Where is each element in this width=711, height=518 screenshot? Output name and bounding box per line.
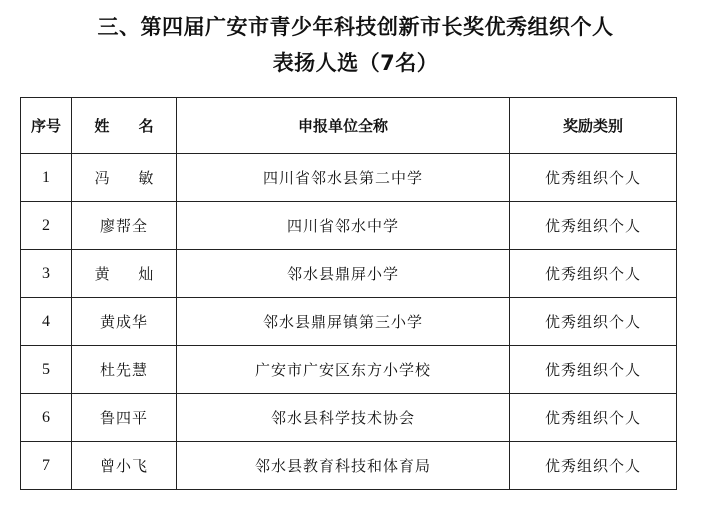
- cell-serial-number: 7: [21, 442, 72, 490]
- header-serial-number: 序号: [21, 98, 72, 154]
- table-row: [21, 442, 677, 490]
- cell-serial-number: 2: [21, 202, 72, 250]
- header-name-text: 姓 名: [94, 117, 166, 135]
- cell-name-text: 黄 灿: [94, 265, 166, 283]
- cell-serial-number: 1: [21, 154, 72, 202]
- cell-name-text: 冯 敏: [94, 169, 166, 187]
- cell-unit: 广安市广安区东方小学校: [177, 346, 510, 394]
- table-row: [21, 346, 677, 394]
- cell-serial-number: 5: [21, 346, 72, 394]
- table-header-row: [21, 98, 677, 154]
- document-title-line-1: 三、第四届广安市青少年科技创新市长奖优秀组织个人: [97, 15, 614, 39]
- table-row: [21, 154, 677, 202]
- table-row: [21, 298, 677, 346]
- cell-serial-number: 4: [21, 298, 72, 346]
- cell-name: 鲁四平: [72, 394, 177, 442]
- cell-unit: 邻水县鼎屏镇第三小学: [177, 298, 510, 346]
- header-award-category: 奖励类别: [510, 98, 677, 154]
- cell-name: 杜先慧: [72, 346, 177, 394]
- header-name: [72, 98, 177, 154]
- cell-award-category: 优秀组织个人: [510, 394, 677, 442]
- cell-name: [72, 250, 177, 298]
- cell-award-category: 优秀组织个人: [510, 154, 677, 202]
- cell-name: 廖帮全: [72, 202, 177, 250]
- header-unit: 申报单位全称: [177, 98, 510, 154]
- cell-unit: 四川省邻水中学: [177, 202, 510, 250]
- cell-award-category: 优秀组织个人: [510, 202, 677, 250]
- cell-award-category: 优秀组织个人: [510, 298, 677, 346]
- table-row: [21, 250, 677, 298]
- cell-serial-number: 3: [21, 250, 72, 298]
- cell-award-category: 优秀组织个人: [510, 250, 677, 298]
- cell-award-category: 优秀组织个人: [510, 346, 677, 394]
- cell-unit: 四川省邻水县第二中学: [177, 154, 510, 202]
- cell-name: 黄成华: [72, 298, 177, 346]
- cell-award-category: 优秀组织个人: [510, 442, 677, 490]
- table-row: [21, 394, 677, 442]
- document-title-line-2: 表扬人选（7名）: [272, 51, 439, 75]
- cell-unit: 邻水县鼎屏小学: [177, 250, 510, 298]
- table-row: [21, 202, 677, 250]
- cell-unit: 邻水县科学技术协会: [177, 394, 510, 442]
- cell-serial-number: 6: [21, 394, 72, 442]
- awards-table: [20, 97, 677, 490]
- cell-name: 曾小飞: [72, 442, 177, 490]
- cell-unit: 邻水县教育科技和体育局: [177, 442, 510, 490]
- cell-name: [72, 154, 177, 202]
